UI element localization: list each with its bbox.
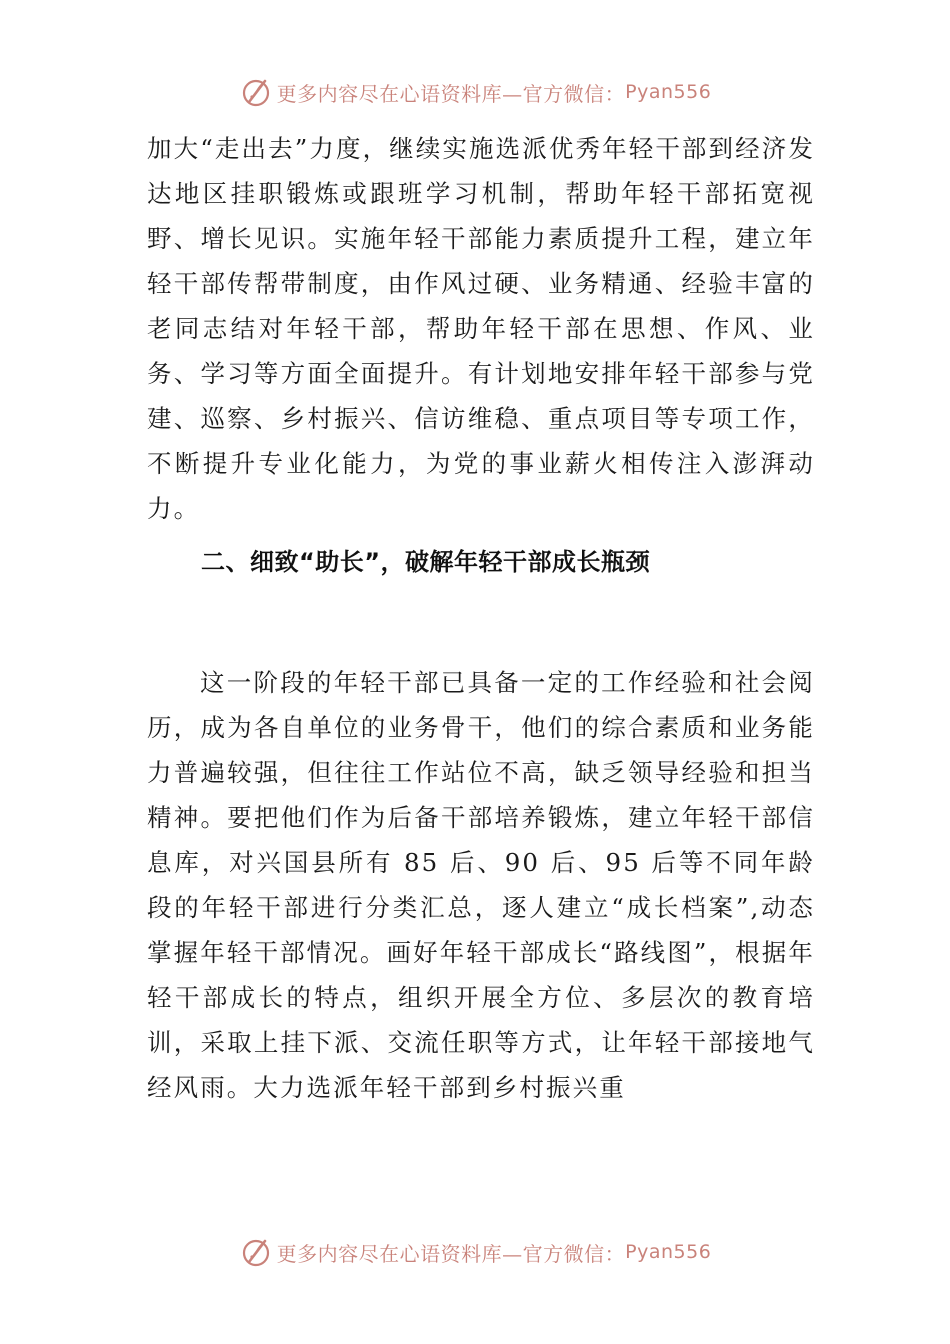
watermark-text: 更多内容尽在心语资料库—官方微信：	[276, 1241, 626, 1266]
quill-pen-logo-icon	[239, 1235, 273, 1269]
section-heading: 二、细致“助长”，破解年轻干部成长瓶颈	[201, 548, 651, 576]
quill-pen-logo-icon	[239, 75, 273, 109]
body-paragraph-2: 这一阶段的年轻干部已具备一定的工作经验和社会阅历，成为各自单位的业务骨干，他们的综合素质和业务能力普遍较强，但往往工作站位不高，缺乏领导经验和担当精神。要把他们作为后备干部培养锻炼，建立年轻干部信息库，对兴国县所有 85 后、90 后、95 后等不同年龄段的年轻干部进行分类汇总，逐人建立“成长档案”,动态掌握年轻干部情况。画好年轻干部成长“路线图”，根据年轻干部成长的特点，组织开展全方位、多层次的教育培训，采取上挂下派、交流任职等方式，让年轻干部接地气经风雨。大力选派年轻干部到乡村振兴重	[147, 668, 815, 1102]
watermark-wechat-id: Pyan556	[625, 81, 712, 103]
watermark-header	[0, 70, 950, 114]
watermark-footer	[0, 1230, 950, 1274]
watermark-wechat-id: Pyan556	[625, 1241, 712, 1263]
body-paragraph-1: 加大“走出去”力度，继续实施选派优秀年轻干部到经济发达地区挂职锻炼或跟班学习机制，帮助年轻干部拓宽视野、增长见识。实施年轻干部能力素质提升工程，建立年轻干部传帮带制度，由作风过硬、业务精通、经验丰富的老同志结对年轻干部，帮助年轻干部在思想、作风、业务、学习等方面全面提升。有计划地安排年轻干部参与党建、巡察、乡村振兴、信访维稳、重点项目等专项工作，不断提升专业化能力，为党的事业薪火相传注入澎湃动力。	[147, 134, 815, 523]
watermark-text: 更多内容尽在心语资料库—官方微信：	[276, 81, 626, 106]
